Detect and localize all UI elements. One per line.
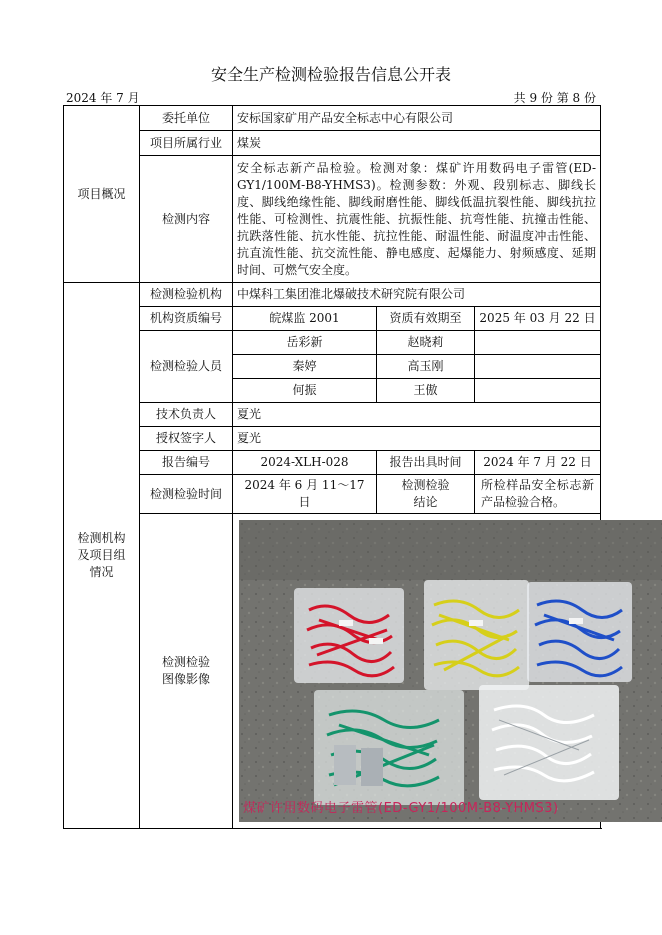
staff-member: 何振	[233, 379, 377, 403]
valid-label: 资质有效期至	[377, 307, 475, 331]
time-label: 检测检验时间	[140, 475, 233, 514]
product-photo	[239, 520, 662, 822]
sign-label: 授权签字人	[140, 427, 233, 451]
staff-member: 岳彩新	[233, 331, 377, 355]
sign-value: 夏光	[233, 427, 601, 451]
valid-value: 2025 年 03 月 22 日	[475, 307, 601, 331]
time-value: 2024 年 6 月 11～17 日	[233, 475, 377, 514]
overview-section-label: 项目概况	[64, 106, 140, 283]
staff-member: 秦婷	[233, 355, 377, 379]
tech-value: 夏光	[233, 403, 601, 427]
staff-member: 高玉刚	[377, 355, 475, 379]
empty-cell	[475, 331, 601, 355]
agency-section-text: 检测机构及项目组情况	[77, 531, 126, 579]
report-no-value: 2024-XLH-028	[233, 451, 377, 475]
org-label: 检测检验机构	[140, 283, 233, 307]
staff-member: 赵晓莉	[377, 331, 475, 355]
conclusion-value: 所检样品安全标志新产品检验合格。	[475, 475, 601, 514]
image-section-label-cell	[140, 514, 233, 829]
content-value: 安全标志新产品检验。检测对象：煤矿许用数码电子雷管(ED-GY1/100M-B8-YHMS3)。检测参数：外观、段别标志、脚线长度、脚线绝缘性能、脚线耐磨性能、脚线低温抗裂性能、脚线抗拉性能、可检测性、抗震性能、抗振性能、抗弯性能、抗撞击性能、抗跌落性能、抗水性能、抗拉性能、耐温性能、耐温度冲击性能、抗直流性能、抗交流性能、静电感度、起爆能力、射频感度、延期时间、可燃气安全度。	[233, 156, 601, 283]
industry-value: 煤炭	[233, 131, 601, 156]
staff-label: 检测检验人员	[140, 331, 233, 403]
empty-cell	[475, 379, 601, 403]
client-value: 安标国家矿用产品安全标志中心有限公司	[233, 106, 601, 131]
empty-cell	[475, 355, 601, 379]
page-title: 安全生产检测检验报告信息公开表	[210, 65, 451, 84]
cert-value: 皖煤监 2001	[233, 307, 377, 331]
client-label: 委托单位	[140, 106, 233, 131]
conclusion-label-cell	[377, 475, 475, 514]
report-no-label: 报告编号	[140, 451, 233, 475]
tech-label: 技术负责人	[140, 403, 233, 427]
info-table	[63, 105, 601, 829]
staff-member: 王傲	[377, 379, 475, 403]
photo-caption: 煤矿许用数码电子雷管(ED-GY1/100M-B8-YHMS3)	[243, 801, 559, 816]
industry-label: 项目所属行业	[140, 131, 233, 156]
report-date: 2024 年 7 月	[66, 91, 140, 105]
conclusion-label: 检测检验结论	[401, 478, 450, 509]
content-label: 检测内容	[140, 156, 233, 283]
image-section-label: 检测检验图像影像	[161, 655, 210, 686]
issue-label: 报告出具时间	[377, 451, 475, 475]
cert-label: 机构资质编号	[140, 307, 233, 331]
page-info: 共 9 份 第 8 份	[513, 91, 596, 105]
agency-section-label	[64, 283, 140, 829]
org-value: 中煤科工集团淮北爆破技术研究院有限公司	[233, 283, 601, 307]
issue-value: 2024 年 7 月 22 日	[475, 451, 601, 475]
product-photo-art	[239, 520, 662, 822]
photo-cell	[233, 514, 601, 829]
